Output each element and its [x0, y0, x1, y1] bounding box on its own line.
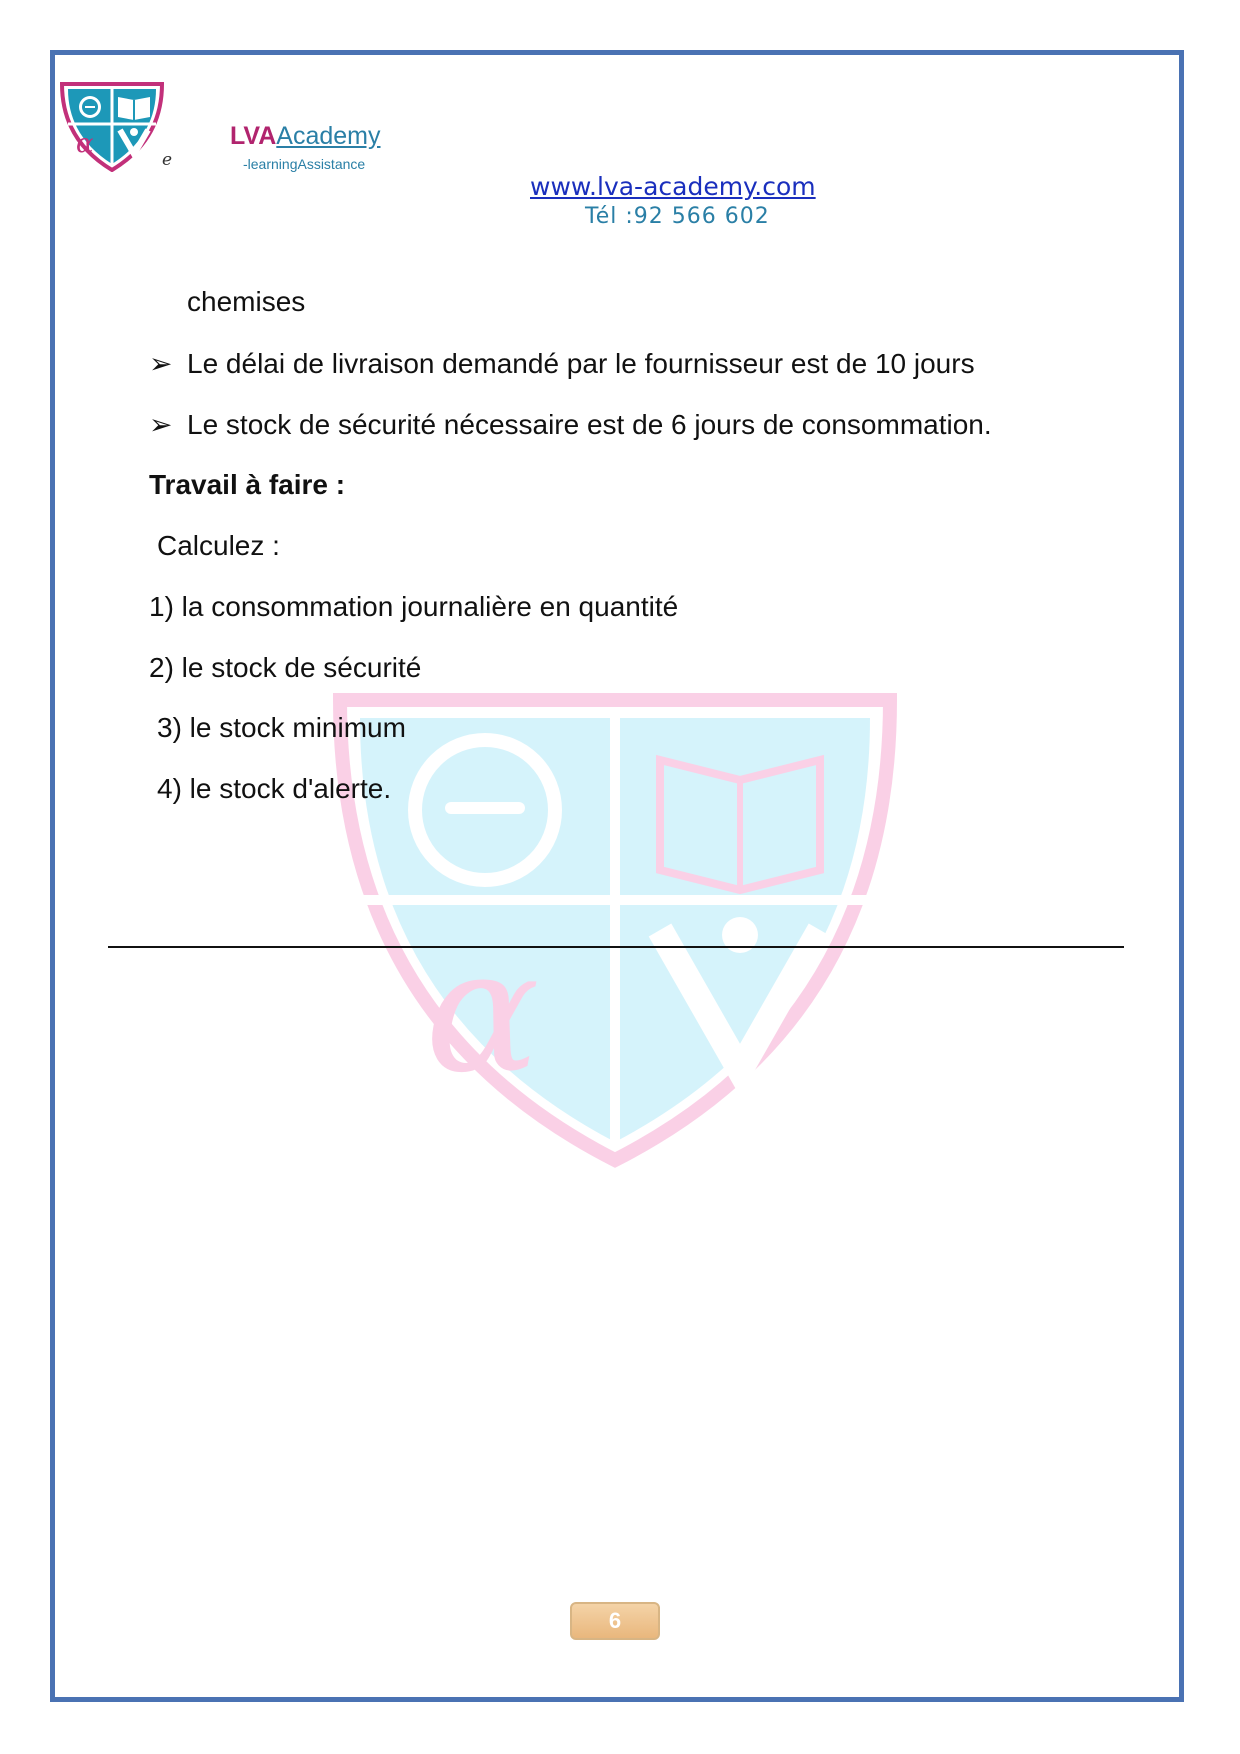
question-item: 1) la consommation journalière en quantité [149, 591, 679, 622]
bullet-text: Le délai de livraison demandé par le fournisseur est de 10 jours [187, 348, 975, 379]
bullet-text: Le stock de sécurité nécessaire est de 6 jours de consommation. [187, 409, 992, 440]
question-item: 2) le stock de sécurité [149, 652, 422, 683]
bullet-item [149, 347, 975, 380]
svg-text:α: α [425, 913, 540, 1111]
page-number: 6 [570, 1602, 660, 1640]
question-item: 4) le stock d'alerte. [157, 773, 392, 804]
brand-tagline: -learningAssistance [243, 156, 366, 172]
brand-lva: LVA [230, 122, 277, 150]
phone-number: Tél :92 566 602 [585, 204, 770, 229]
watermark-shield-icon [330, 690, 900, 1170]
instruction-text: Calculez : [157, 530, 280, 561]
horizontal-divider [108, 946, 1124, 948]
website-link[interactable]: www.lva-academy.com [530, 172, 816, 201]
academy-logo-icon [58, 80, 166, 172]
arrow-bullet-icon: ➢ [149, 408, 173, 441]
brand-name [230, 122, 381, 151]
continuation-text: chemises [187, 286, 306, 317]
task-heading: Travail à faire : [149, 469, 346, 500]
bullet-item [149, 408, 992, 441]
arrow-bullet-icon: ➢ [149, 347, 173, 380]
svg-text:α: α [76, 129, 94, 159]
brand-academy: Academy [276, 122, 381, 150]
logo-letter: e [162, 150, 173, 170]
question-item: 3) le stock minimum [157, 712, 406, 743]
